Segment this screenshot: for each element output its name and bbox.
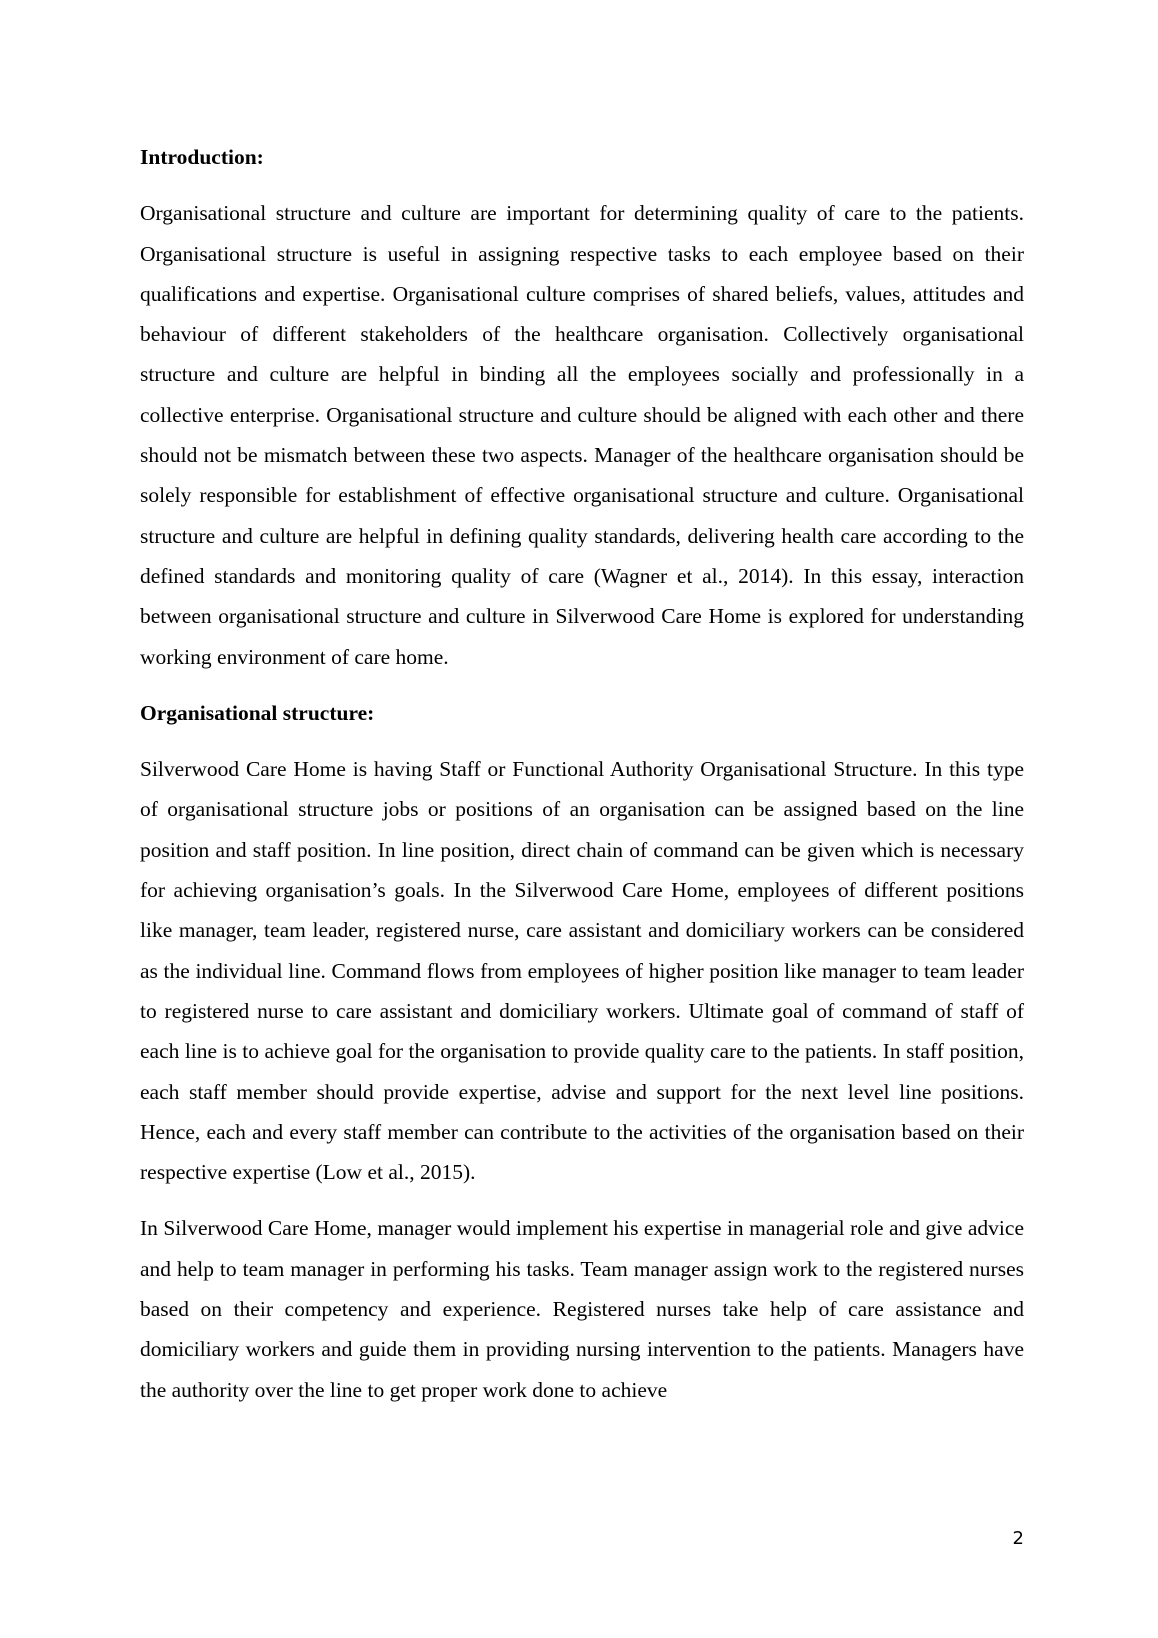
document-body — [140, 137, 1024, 1426]
section-heading-introduction: Introduction: — [140, 145, 264, 169]
organisational-structure-paragraph-2: In Silverwood Care Home, manager would implement his expertise in managerial role and give advice and help to team manager in performing his tasks. Team manager assign work to the registered nurses based on their competency and experience. Registered nurses take help of care assistance and domiciliary workers and guide them in providing nursing intervention to the patients. Managers have the authority over the line to get proper work done to achieve — [140, 1216, 1024, 1402]
introduction-paragraph: Organisational structure and culture are important for determining quality of care to the patients. Organisational structure is useful in assigning respective tasks to each employee based on their qualifications and expertise. Organisational culture comprises of shared beliefs, values, attitudes and behaviour of different stakeholders of the healthcare organisation. Collectively organisational structure and culture are helpful in binding all the employees socially and professionally in a collective enterprise. Organisational structure and culture should be aligned with each other and there should not be mismatch between these two aspects. Manager of the healthcare organisation should be solely responsible for establishment of effective organisational structure and culture. Organisational structure and culture are helpful in defining quality standards, delivering health care according to the defined standards and monitoring quality of care (Wagner et al., 2014). In this essay, interaction between organisational structure and culture in Silverwood Care Home is explored for understanding working environment of care home. — [140, 201, 1024, 669]
page-number: 2 — [1012, 1528, 1024, 1549]
organisational-structure-paragraph-1: Silverwood Care Home is having Staff or Functional Authority Organisational Structure. In this type of organisational structure jobs or positions of an organisation can be assigned based on the line position and staff position. In line position, direct chain of command can be given which is necessary for achieving organisation’s goals. In the Silverwood Care Home, employees of different positions like manager, team leader, registered nurse, care assistant and domiciliary workers can be considered as the individual line. Command flows from employees of higher position like manager to team leader to registered nurse to care assistant and domiciliary workers. Ultimate goal of command of staff of each line is to achieve goal for the organisation to provide quality care to the patients. In staff position, each staff member should provide expertise, advise and support for the next level line positions. Hence, each and every staff member can contribute to the activities of the organisation based on their respective expertise (Low et al., 2015). — [140, 757, 1024, 1185]
section-heading-organisational-structure: Organisational structure: — [140, 700, 375, 725]
